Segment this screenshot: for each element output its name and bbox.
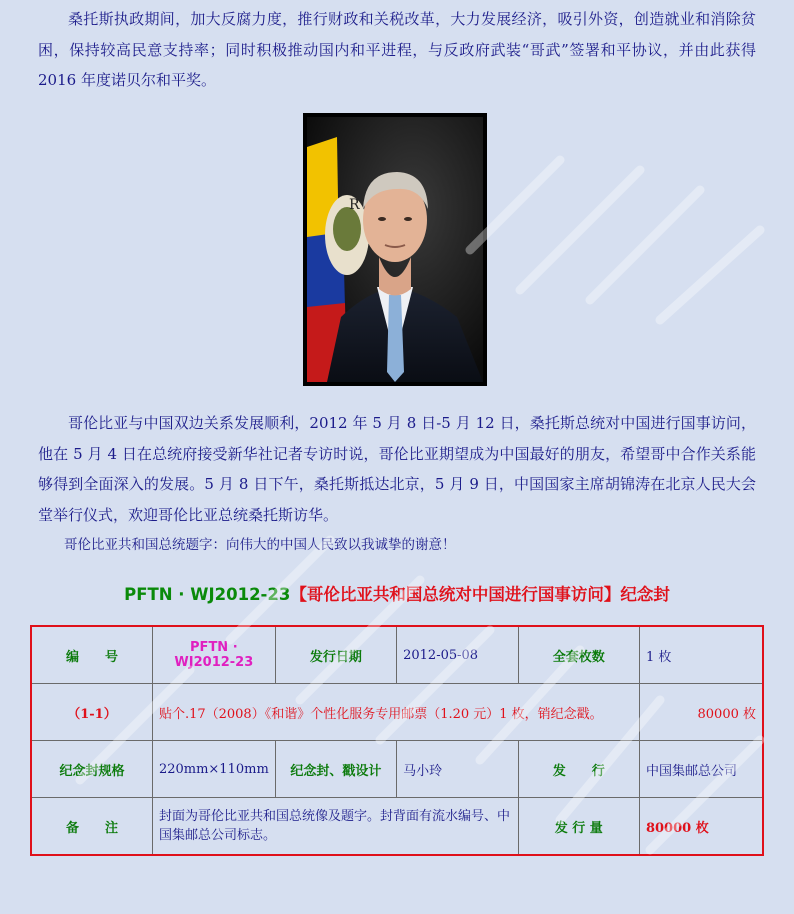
item-count: 80000 枚 bbox=[639, 684, 763, 741]
issue-date-value: 2012-05-08 bbox=[397, 626, 518, 684]
set-count-value: 1 枚 bbox=[639, 626, 763, 684]
issue-date-label: 发行日期 bbox=[275, 626, 396, 684]
item-label: （1-1） bbox=[31, 684, 152, 741]
designer-value: 马小玲 bbox=[397, 741, 518, 798]
portrait-image bbox=[307, 117, 483, 382]
set-count-label: 全套枚数 bbox=[518, 626, 639, 684]
spec-label: 纪念封规格 bbox=[31, 741, 152, 798]
volume-value: 80000 枚 bbox=[639, 798, 763, 856]
issuer-value: 中国集邮总公司 bbox=[639, 741, 763, 798]
cover-code: PFTN · WJ2012-23 bbox=[124, 585, 291, 604]
design-label: 纪念封、戳设计 bbox=[275, 741, 396, 798]
visit-paragraph: 哥伦比亚与中国双边关系发展顺利，2012 年 5 月 8 日-5 月 12 日，桑托斯总统对中国进行国事访问，他在 5 月 4 日在总统府接受新华社记者专访时说，哥伦比亚期望成为中国最好的朋友，希望哥中合作关系能够得到全面深入的发展。5 月 8 日下午，桑托斯抵达北京，5 月 9 日，中国国家主席胡锦涛在北京人民大会堂举行仪式，欢迎哥伦比亚总统桑托斯访华。 bbox=[38, 414, 756, 524]
intro-paragraph: 桑托斯执政期间，加大反腐力度，推行财政和关税改革，大力发展经济，吸引外资，创造就业和消除贫困，保持较高民意支持率；同时积极推动国内和平进程，与反政府武装“哥武”签署和平协议，并由此获得 2016 年度诺贝尔和平奖。 bbox=[38, 10, 756, 89]
notes-label: 备 注 bbox=[31, 798, 152, 856]
inscription-line: 哥伦比亚共和国总统题字：向伟大的中国人民致以我诚挚的谢意！ bbox=[64, 537, 456, 553]
president-portrait bbox=[303, 113, 487, 386]
svg-text:R: R bbox=[349, 197, 360, 213]
issuer-label: 发 行 bbox=[518, 741, 639, 798]
number-label: 编 号 bbox=[31, 626, 152, 684]
table-row bbox=[31, 626, 763, 684]
table-row bbox=[31, 741, 763, 798]
notes-value: 封面为哥伦比亚共和国总统像及题字。封背面有流水编号、中国集邮总公司标志。 bbox=[152, 798, 518, 856]
number-value: PFTN · WJ2012-23 bbox=[152, 626, 275, 684]
volume-label: 发 行 量 bbox=[518, 798, 639, 856]
cover-title bbox=[0, 581, 794, 605]
cover-name: 【哥伦比亚共和国总统对中国进行国事访问】纪念封 bbox=[290, 585, 670, 604]
item-description: 贴个.17（2008）《和谐》个性化服务专用邮票（1.20 元）1 枚，销纪念戳。 bbox=[152, 684, 639, 741]
table-row bbox=[31, 798, 763, 856]
spec-value: 220mm×110mm bbox=[152, 741, 275, 798]
cover-info-table bbox=[30, 625, 764, 856]
table-row bbox=[31, 684, 763, 741]
